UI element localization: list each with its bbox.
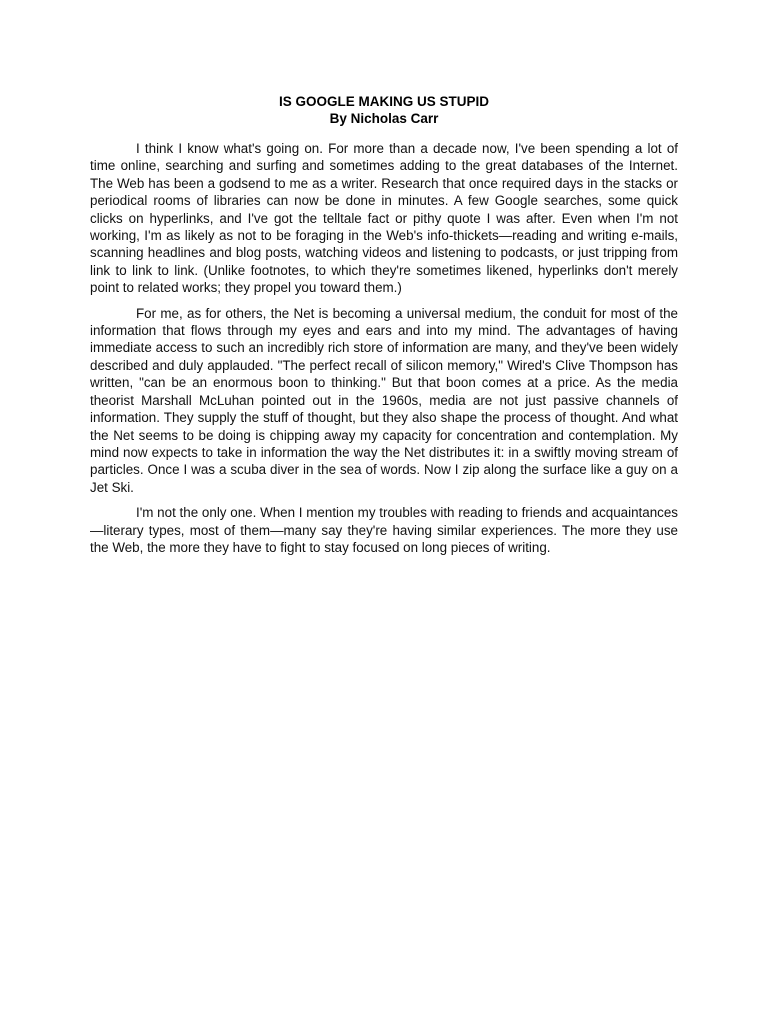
byline: By Nicholas Carr [329,111,439,126]
paragraph-3: I'm not the only one. When I mention my troubles with reading to friends and acquaintances—literary types, most of them—many say they're having similar experiences. The more they use the Web, the more they have to fight to stay focused on long pieces of writing. [90,505,678,555]
title-block [0,93,768,127]
page-title: IS GOOGLE MAKING US STUPID [278,94,489,109]
paragraph-1: I think I know what's going on. For more than a decade now, I've been spending a lot of time online, searching and surfing and sometimes adding to the great databases of the Internet. The Web has been a godsend to me as a writer. Research that once required days in the stacks or periodical rooms of libraries can now be done in minutes. A few Google searches, some quick clicks on hyperlinks, and I've got the telltale fact or pithy quote I was after. Even when I'm not working, I'm as likely as not to be foraging in the Web's info-thickets—reading and writing e-mails, scanning headlines and blog posts, watching videos and listening to podcasts, or just tripping from link to link to link. (Unlike footnotes, to which they're sometimes likened, hyperlinks don't merely point to related works; they propel you toward them.) [90,141,678,296]
article-body [90,140,678,564]
paragraph-2: For me, as for others, the Net is becoming a universal medium, the conduit for most of the information that flows through my eyes and ears and into my mind. The advantages of having immediate access to such an incredibly rich store of information are many, and they've been widely described and duly applauded. "The perfect recall of silicon memory," Wired's Clive Thompson has written, "can be an enormous boon to thinking." But that boon comes at a price. As the media theorist Marshall McLuhan pointed out in the 1960s, media are not just passive channels of information. They supply the stuff of thought, but they also shape the process of thought. And what the Net seems to be doing is chipping away my capacity for concentration and contemplation. My mind now expects to take in information the way the Net distributes it: in a swiftly moving stream of particles. Once I was a scuba diver in the sea of words. Now I zip along the surface like a guy on a Jet Ski. [90,305,678,495]
